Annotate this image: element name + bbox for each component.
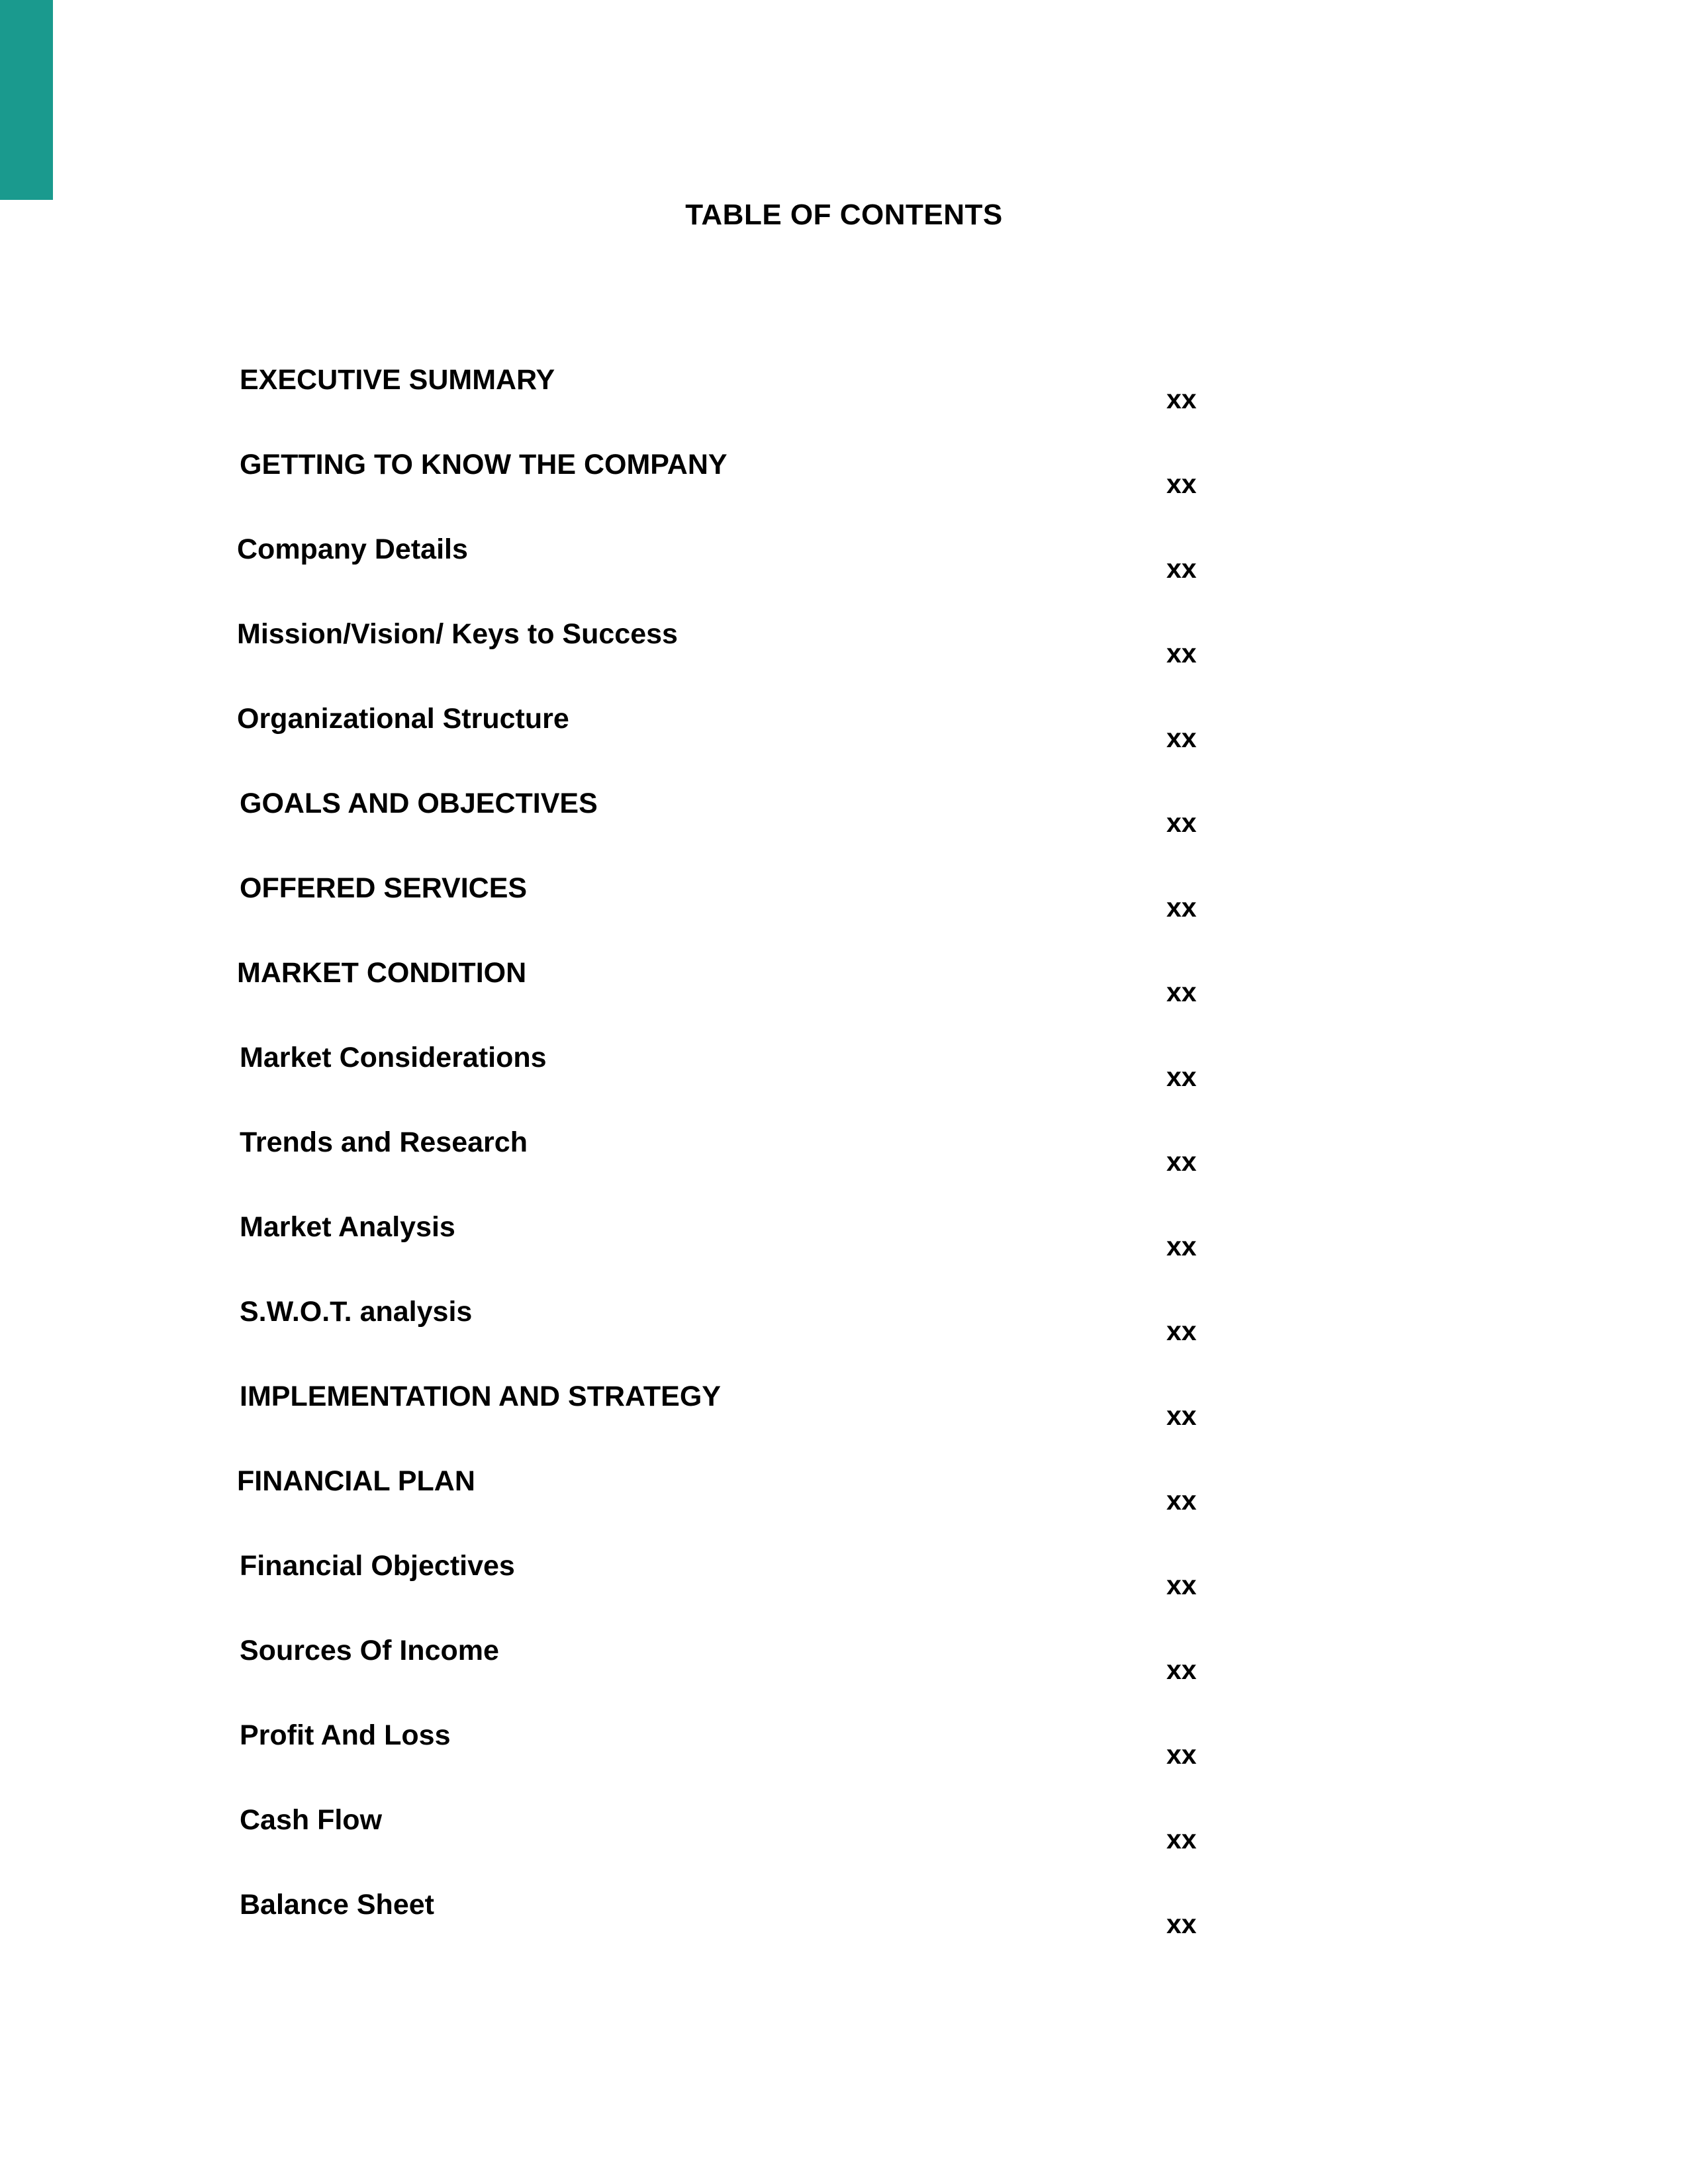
toc-entry-page: xx: [1166, 638, 1197, 668]
toc-entry-label: Trends and Research: [240, 1126, 528, 1158]
toc-entry-label: EXECUTIVE SUMMARY: [240, 364, 555, 396]
toc-entry-label: FINANCIAL PLAN: [237, 1465, 475, 1497]
toc-entry[interactable]: [0, 1296, 1688, 1375]
toc-entry-label: Financial Objectives: [240, 1550, 515, 1582]
toc-entry[interactable]: [0, 618, 1688, 698]
toc-entry[interactable]: [0, 1042, 1688, 1121]
toc-entry[interactable]: [0, 1889, 1688, 1968]
toc-entry-label: Mission/Vision/ Keys to Success: [237, 618, 678, 650]
toc-entry-page: xx: [1166, 977, 1197, 1007]
toc-entry[interactable]: [0, 1211, 1688, 1291]
toc-entry[interactable]: [0, 1635, 1688, 1714]
toc-entry[interactable]: [0, 1804, 1688, 1884]
toc-entry-page: xx: [1166, 1231, 1197, 1261]
toc-entry-page: xx: [1166, 553, 1197, 584]
toc-entry[interactable]: [0, 1381, 1688, 1460]
toc-entry-page: xx: [1166, 1146, 1197, 1177]
toc-entry[interactable]: [0, 1126, 1688, 1206]
page-title: TABLE OF CONTENTS: [685, 199, 1003, 231]
toc-entry-page: xx: [1166, 1400, 1197, 1431]
toc-entry[interactable]: [0, 703, 1688, 782]
toc-entry-page: xx: [1166, 1316, 1197, 1346]
toc-entry-page: xx: [1166, 1485, 1197, 1516]
toc-entry-label: Sources Of Income: [240, 1635, 499, 1666]
toc-entry-page: xx: [1166, 384, 1197, 414]
toc-entry[interactable]: [0, 1550, 1688, 1629]
toc-entry-label: Organizational Structure: [237, 703, 569, 735]
toc-entry-page: xx: [1166, 1570, 1197, 1600]
toc-entry-page: xx: [1166, 1739, 1197, 1770]
toc-entry-page: xx: [1166, 1062, 1197, 1092]
toc-entry[interactable]: [0, 1465, 1688, 1545]
toc-entry-page: xx: [1166, 469, 1197, 499]
toc-entry-label: GETTING TO KNOW THE COMPANY: [240, 449, 727, 480]
toc-entry-page: xx: [1166, 892, 1197, 923]
toc-entry-page: xx: [1166, 1655, 1197, 1685]
toc-entry-label: IMPLEMENTATION AND STRATEGY: [240, 1381, 721, 1412]
toc-entry-label: Profit And Loss: [240, 1719, 451, 1751]
toc-entry[interactable]: [0, 788, 1688, 867]
toc-entry-page: xx: [1166, 723, 1197, 753]
toc-entry-page: xx: [1166, 807, 1197, 838]
toc-entry-label: Cash Flow: [240, 1804, 383, 1836]
toc-entry[interactable]: [0, 957, 1688, 1036]
toc-entry-page: xx: [1166, 1909, 1197, 1939]
toc-entry-label: Market Analysis: [240, 1211, 455, 1243]
toc-entry-label: Company Details: [237, 533, 468, 565]
toc-entry-label: Market Considerations: [240, 1042, 547, 1073]
toc-entry-label: GOALS AND OBJECTIVES: [240, 788, 598, 819]
toc-entry-label: MARKET CONDITION: [237, 957, 527, 989]
toc-entry-label: S.W.O.T. analysis: [240, 1296, 473, 1328]
toc-entry-label: OFFERED SERVICES: [240, 872, 528, 904]
toc-entry[interactable]: [0, 872, 1688, 952]
toc-entry-page: xx: [1166, 1824, 1197, 1854]
toc-entry[interactable]: [0, 1719, 1688, 1799]
toc-entry[interactable]: [0, 533, 1688, 613]
toc-entry-label: Balance Sheet: [240, 1889, 434, 1921]
toc-entry[interactable]: [0, 449, 1688, 528]
toc-entry[interactable]: [0, 364, 1688, 443]
